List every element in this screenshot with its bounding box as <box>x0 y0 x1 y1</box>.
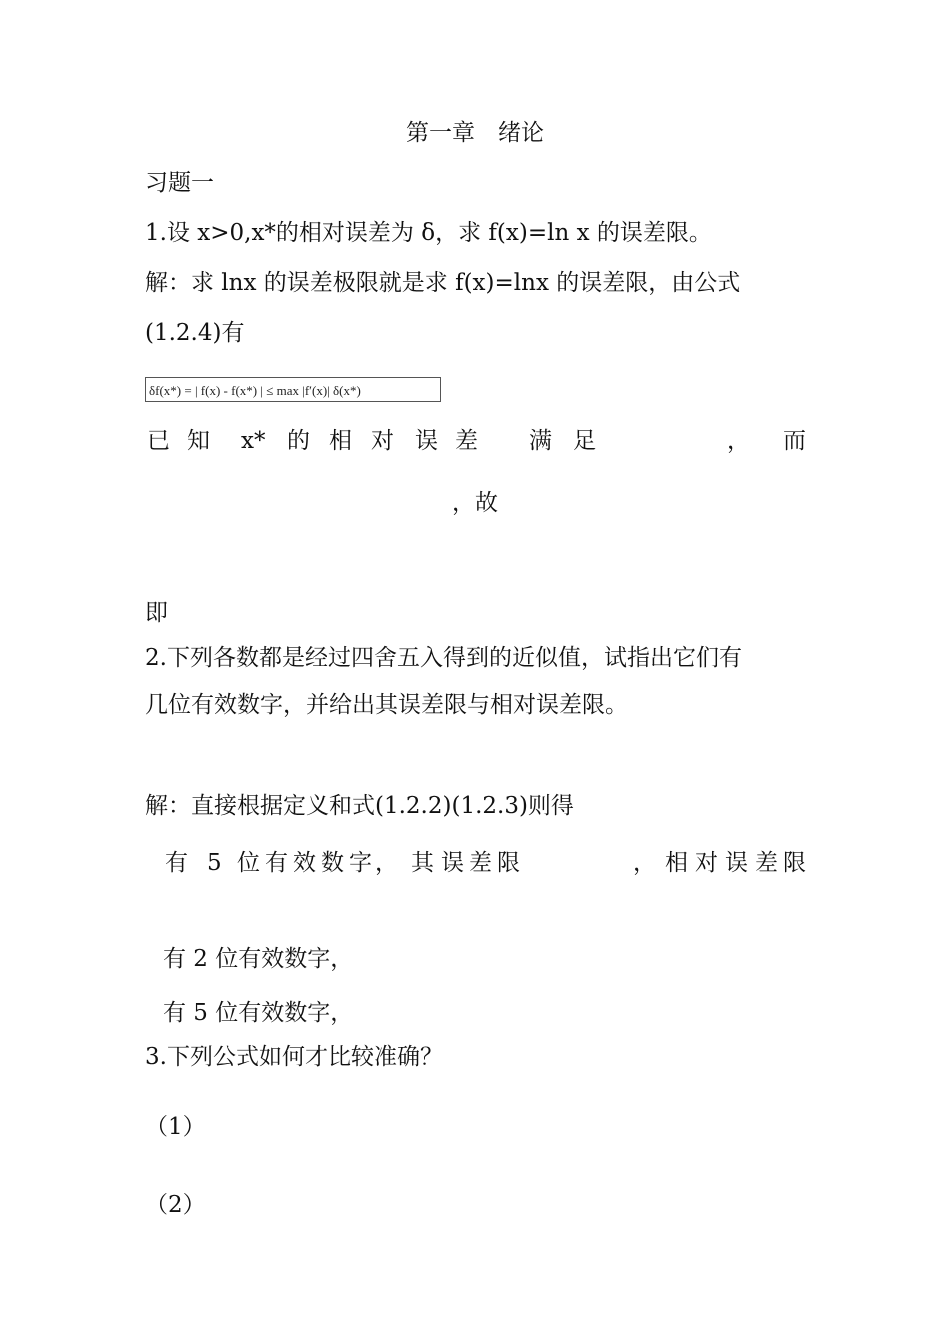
item-1-char: 5 <box>207 850 222 876</box>
known-char: 的 <box>287 428 310 454</box>
ji-text: 即 <box>145 600 168 626</box>
solution-2: 解：直接根据定义和式(1.2.2)(1.2.3)则得 <box>145 793 574 819</box>
known-char: 相 <box>329 428 352 454</box>
known-char: 满 <box>529 428 552 454</box>
item-1-char: 有 <box>165 850 188 876</box>
known-char: 知 <box>187 428 210 454</box>
question-1: 1.设 x>0,x*的相对误差为 δ，求 f(x)=ln x 的误差限。 <box>145 220 712 246</box>
item-1-char: 数 <box>321 850 344 876</box>
er-char: 而 <box>783 428 806 454</box>
item-1-char: 位 <box>237 850 260 876</box>
known-char: 差 <box>455 428 478 454</box>
known-char: 对 <box>371 428 394 454</box>
item-1-char: 相 <box>665 850 688 876</box>
item-3: 有 5 位有效数字， <box>163 1000 354 1026</box>
item-1-char: 有 <box>265 850 288 876</box>
solution-1-line-2: (1.2.4)有 <box>145 320 245 346</box>
question-3: 3.下列公式如何才比较准确？ <box>145 1044 443 1070</box>
comma: ， <box>727 428 750 454</box>
item-1-char: 其 <box>411 850 434 876</box>
item-1-char: 对 <box>695 850 718 876</box>
item-1-char: 限 <box>783 850 806 876</box>
item-1-char: 字 <box>349 850 372 876</box>
question-3-part-1: （1） <box>145 1114 206 1140</box>
therefore-text: ，故 <box>452 490 498 516</box>
item-1-char: 差 <box>469 850 492 876</box>
formula-image: δf(x*) = | f(x) - f(x*) | ≤ max |f′(x)| δ(x*) <box>145 377 441 402</box>
item-1-char: 误 <box>725 850 748 876</box>
item-1-char: ， <box>375 850 398 876</box>
item-1-char: 效 <box>293 850 316 876</box>
item-1-comma: ， <box>633 850 656 876</box>
question-2-line-2: 几位有效数字，并给出其误差限与相对误差限。 <box>145 692 628 718</box>
known-char: 已 <box>147 428 170 454</box>
solution-1-line-1: 解：求 lnx 的误差极限就是求 f(x)=lnx 的误差限，由公式 <box>145 270 741 296</box>
known-char: x* <box>241 428 266 454</box>
chapter-title: 第一章 绪论 <box>406 120 544 146</box>
question-2-line-1: 2.下列各数都是经过四舍五入得到的近似值，试指出它们有 <box>145 645 742 671</box>
known-char: 误 <box>415 428 438 454</box>
item-1-char: 限 <box>497 850 520 876</box>
question-3-part-2: （2） <box>145 1192 206 1218</box>
section-heading: 习题一 <box>145 170 214 196</box>
item-1-char: 差 <box>755 850 778 876</box>
item-2: 有 2 位有效数字， <box>163 946 354 972</box>
known-char: 足 <box>573 428 596 454</box>
item-1-char: 误 <box>441 850 464 876</box>
